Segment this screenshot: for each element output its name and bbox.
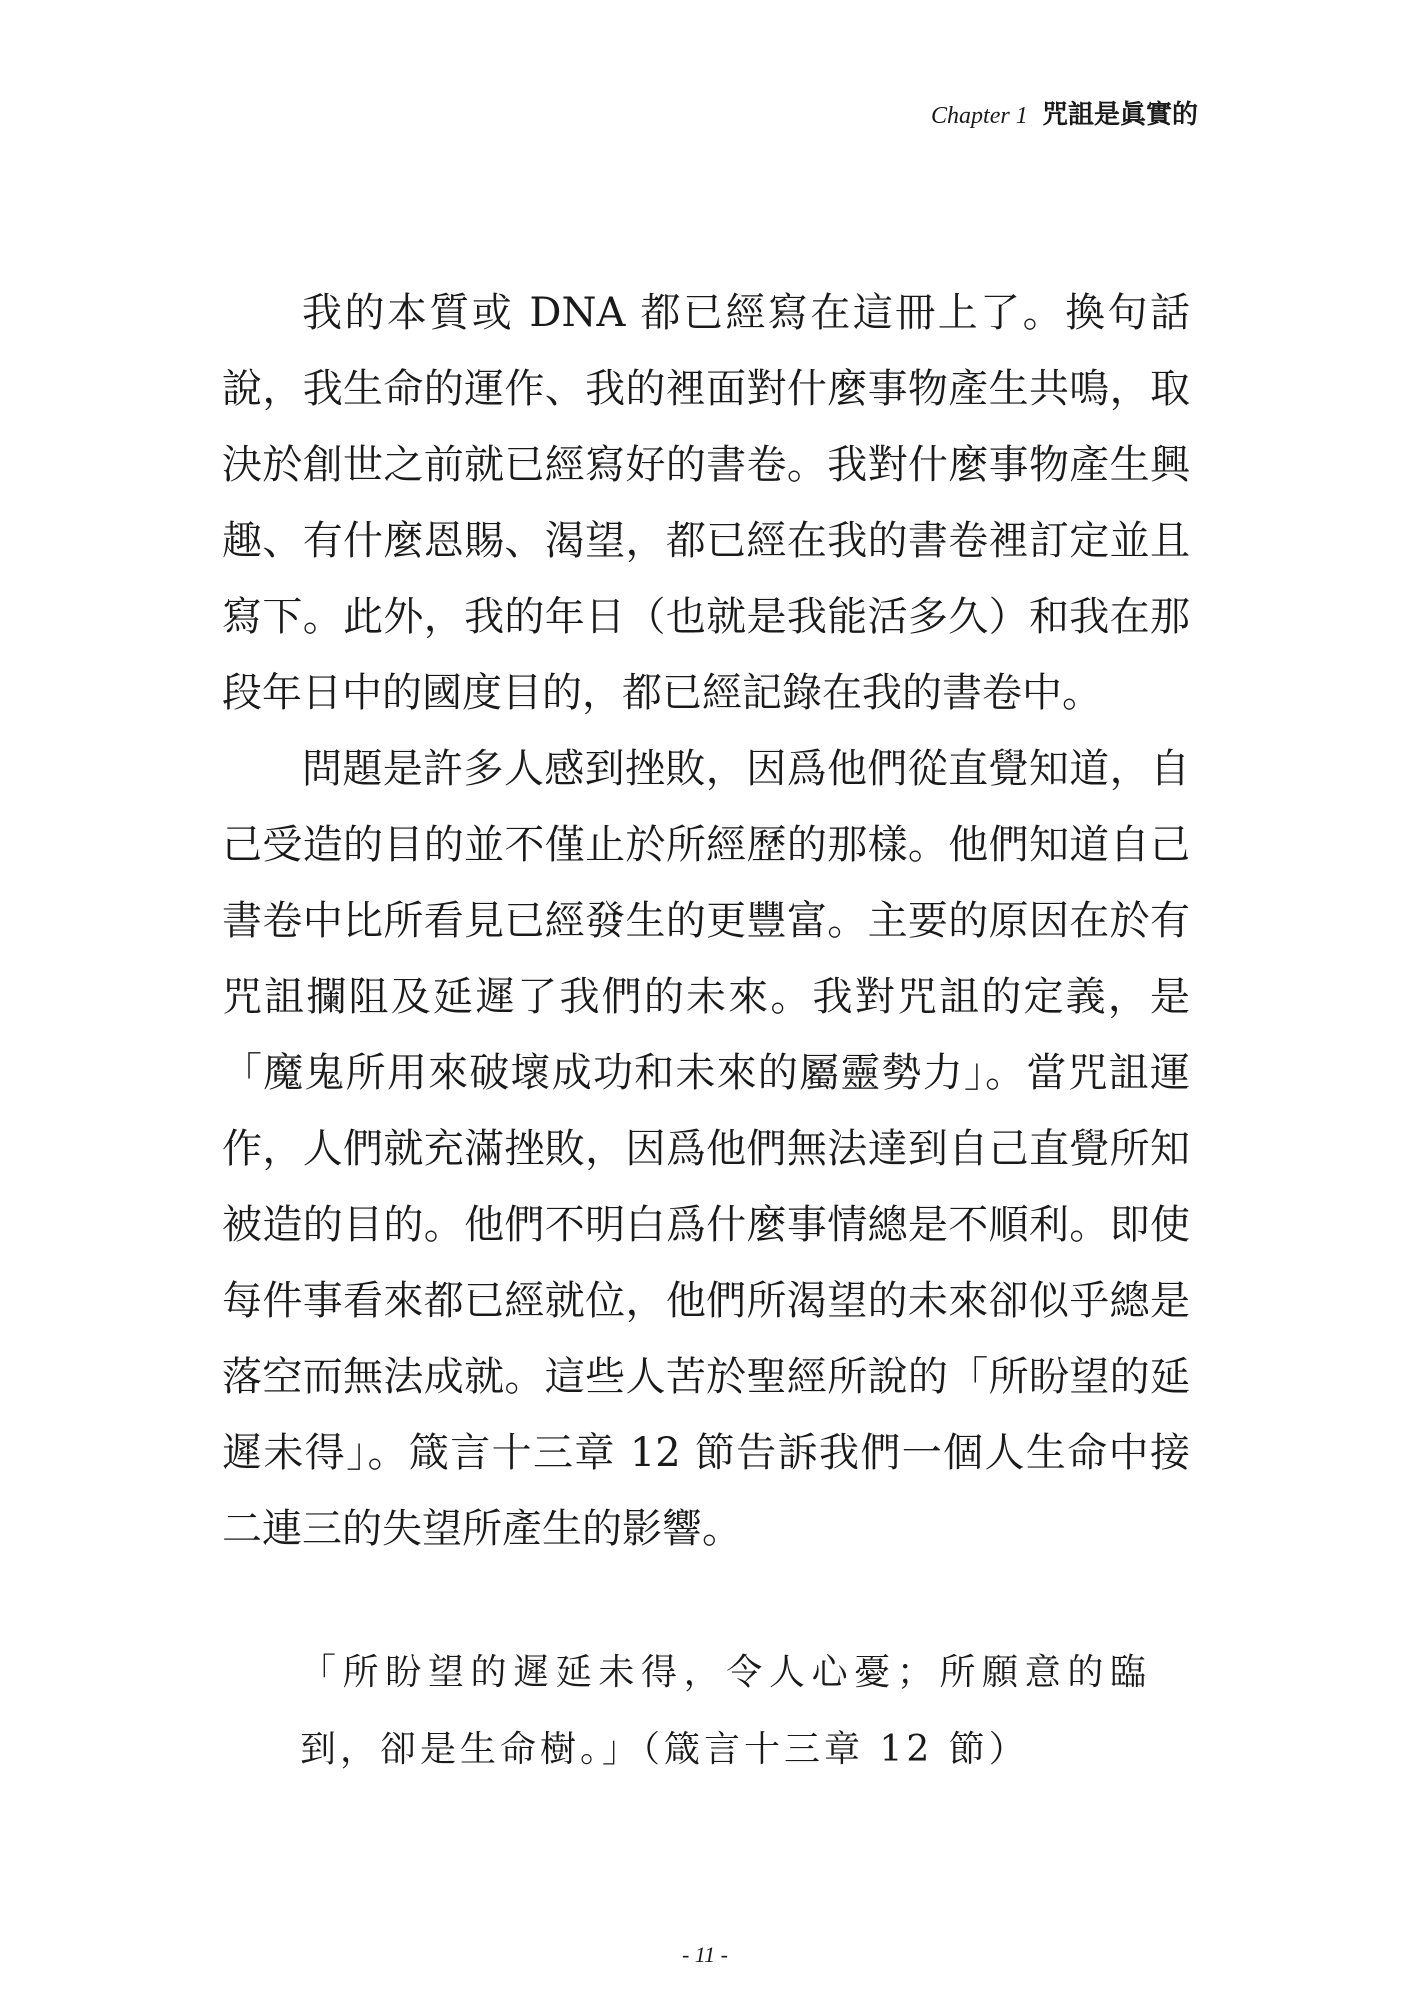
quote-text: 「所盼望的遲延未得，令人心憂；所願意的臨到，卻是生命樹。」（箴言十三章 12 節） xyxy=(300,1652,1150,1770)
paragraph: 我的本質或 DNA 都已經寫在這冊上了。換句話說，我生命的運作、我的裡面對什麼事物產生共鳴，取決於創世之前就已經寫好的書卷。我對什麼事物產生興趣、有什麼恩賜、渴望，都已經在我的書卷裡訂定並且寫下。此外，我的年日（也就是我能活多久）和我在那段年日中的國度目的，都已經記錄在我的書卷中。 xyxy=(222,290,1190,716)
chapter-label: Chapter 1 xyxy=(931,103,1028,129)
chapter-title: 咒詛是眞實的 xyxy=(1041,100,1198,130)
body-text xyxy=(222,275,1190,1567)
page-number: - 11 - xyxy=(681,1942,729,1967)
paragraph: 問題是許多人感到挫敗，因爲他們從直覺知道，自己受造的目的並不僅止於所經歷的那樣。他們知道自己書卷中比所看見已經發生的更豐富。主要的原因在於有咒詛攔阻及延遲了我們的未來。我對咒詛的定義，是「魔鬼所用來破壞成功和未來的屬靈勢力」。當咒詛運作，人們就充滿挫敗，因爲他們無法達到自己直覺所知被造的目的。他們不明白爲什麼事情總是不順利。即使每件事看來都已經就位，他們所渴望的未來卻似乎總是落空而無法成就。這些人苦於聖經所說的「所盼望的延遲未得」。箴言十三章 12 節告訴我們一個人生命中接二連三的失望所產生的影響。 xyxy=(222,746,1190,1552)
running-header xyxy=(931,100,1198,131)
scripture-quote xyxy=(300,1634,1150,1788)
